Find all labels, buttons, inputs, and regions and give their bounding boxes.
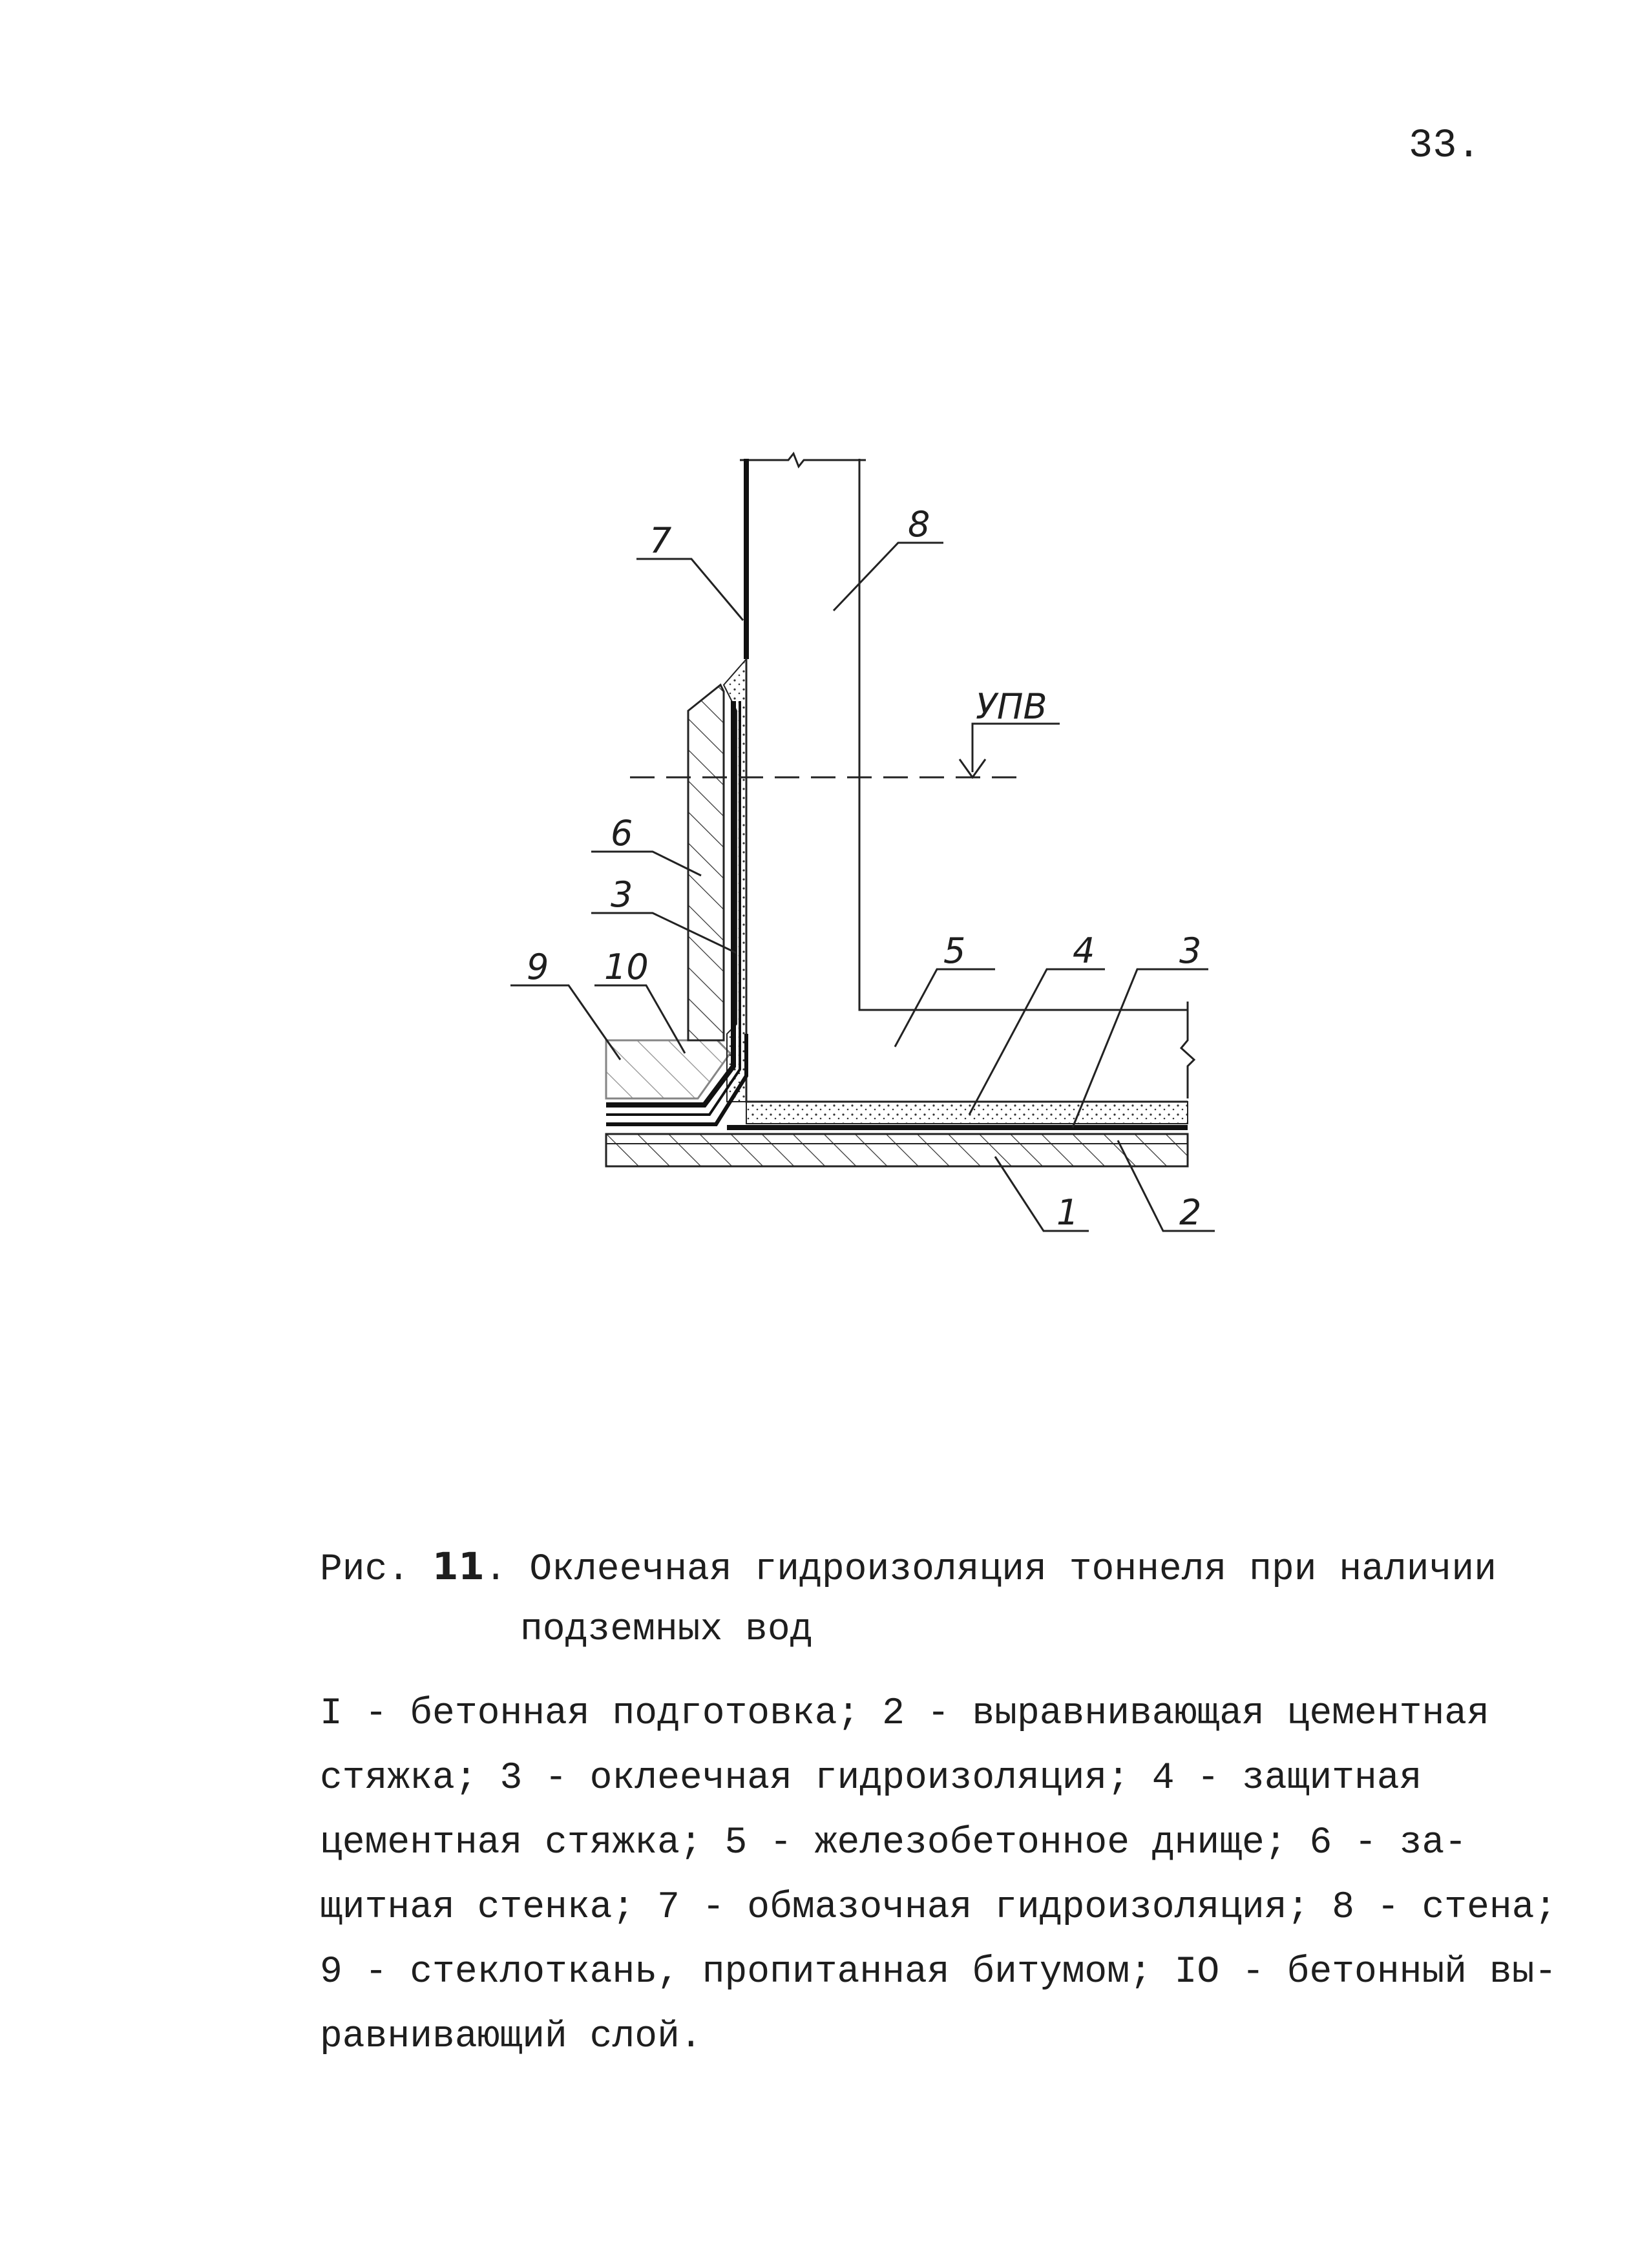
wall-break-top bbox=[740, 454, 866, 467]
label-4: 4 bbox=[1073, 930, 1095, 971]
label-3-bottom: 3 bbox=[1179, 930, 1202, 971]
label-3-side: 3 bbox=[611, 874, 633, 915]
leveling-concrete-layer bbox=[606, 1040, 730, 1098]
label-6: 6 bbox=[611, 813, 633, 854]
legend-line-6: равнивающий слой. bbox=[320, 2016, 702, 2058]
label-1: 1 bbox=[1056, 1192, 1079, 1233]
legend-line-3: цементная стяжка; 5 - железобетонное днище; 6 - за- bbox=[320, 1822, 1467, 1864]
page-number: 33. bbox=[1409, 123, 1481, 169]
label-8: 8 bbox=[908, 504, 930, 545]
leader-7 bbox=[636, 559, 743, 620]
legend-line-4: щитная стенка; 7 - обмазочная гидроизоляция; 8 - стена; bbox=[320, 1887, 1557, 1929]
legend-line-5: 9 - стеклоткань, пропитанная битумом; IO - бетонный вы- bbox=[320, 1951, 1557, 1993]
legend-line-1: I - бетонная подготовка; 2 - выравнивающая цементная bbox=[320, 1693, 1489, 1735]
caption-title-line1: . Оклеечная гидроизоляция тоннеля при наличии bbox=[484, 1549, 1497, 1591]
leader-5 bbox=[895, 969, 995, 1047]
label-upv: УПВ bbox=[976, 686, 1047, 727]
leader-6 bbox=[591, 852, 701, 876]
label-10: 10 bbox=[604, 947, 649, 987]
leader-4 bbox=[969, 969, 1105, 1115]
protective-screed bbox=[746, 1102, 1188, 1124]
figure-caption bbox=[320, 1544, 1497, 1591]
label-7: 7 bbox=[649, 520, 672, 561]
protective-wall bbox=[688, 685, 724, 1040]
caption-prefix: Рис. bbox=[320, 1549, 410, 1591]
label-9: 9 bbox=[527, 947, 549, 987]
upv-leader bbox=[972, 724, 1060, 772]
legend-line-2: стяжка; 3 - оклеечная гидроизоляция; 4 - защитная bbox=[320, 1758, 1422, 1800]
label-5: 5 bbox=[943, 930, 966, 971]
wall-and-slab-outline bbox=[746, 459, 1188, 1102]
leader-8 bbox=[834, 543, 943, 611]
label-2: 2 bbox=[1179, 1192, 1202, 1233]
concrete-preparation bbox=[606, 1134, 1188, 1166]
slab-break-right bbox=[1181, 1002, 1194, 1098]
caption-title-line2: подземных вод bbox=[520, 1609, 813, 1651]
caption-figure-number: 11 bbox=[432, 1544, 485, 1588]
leader-9 bbox=[510, 985, 620, 1060]
